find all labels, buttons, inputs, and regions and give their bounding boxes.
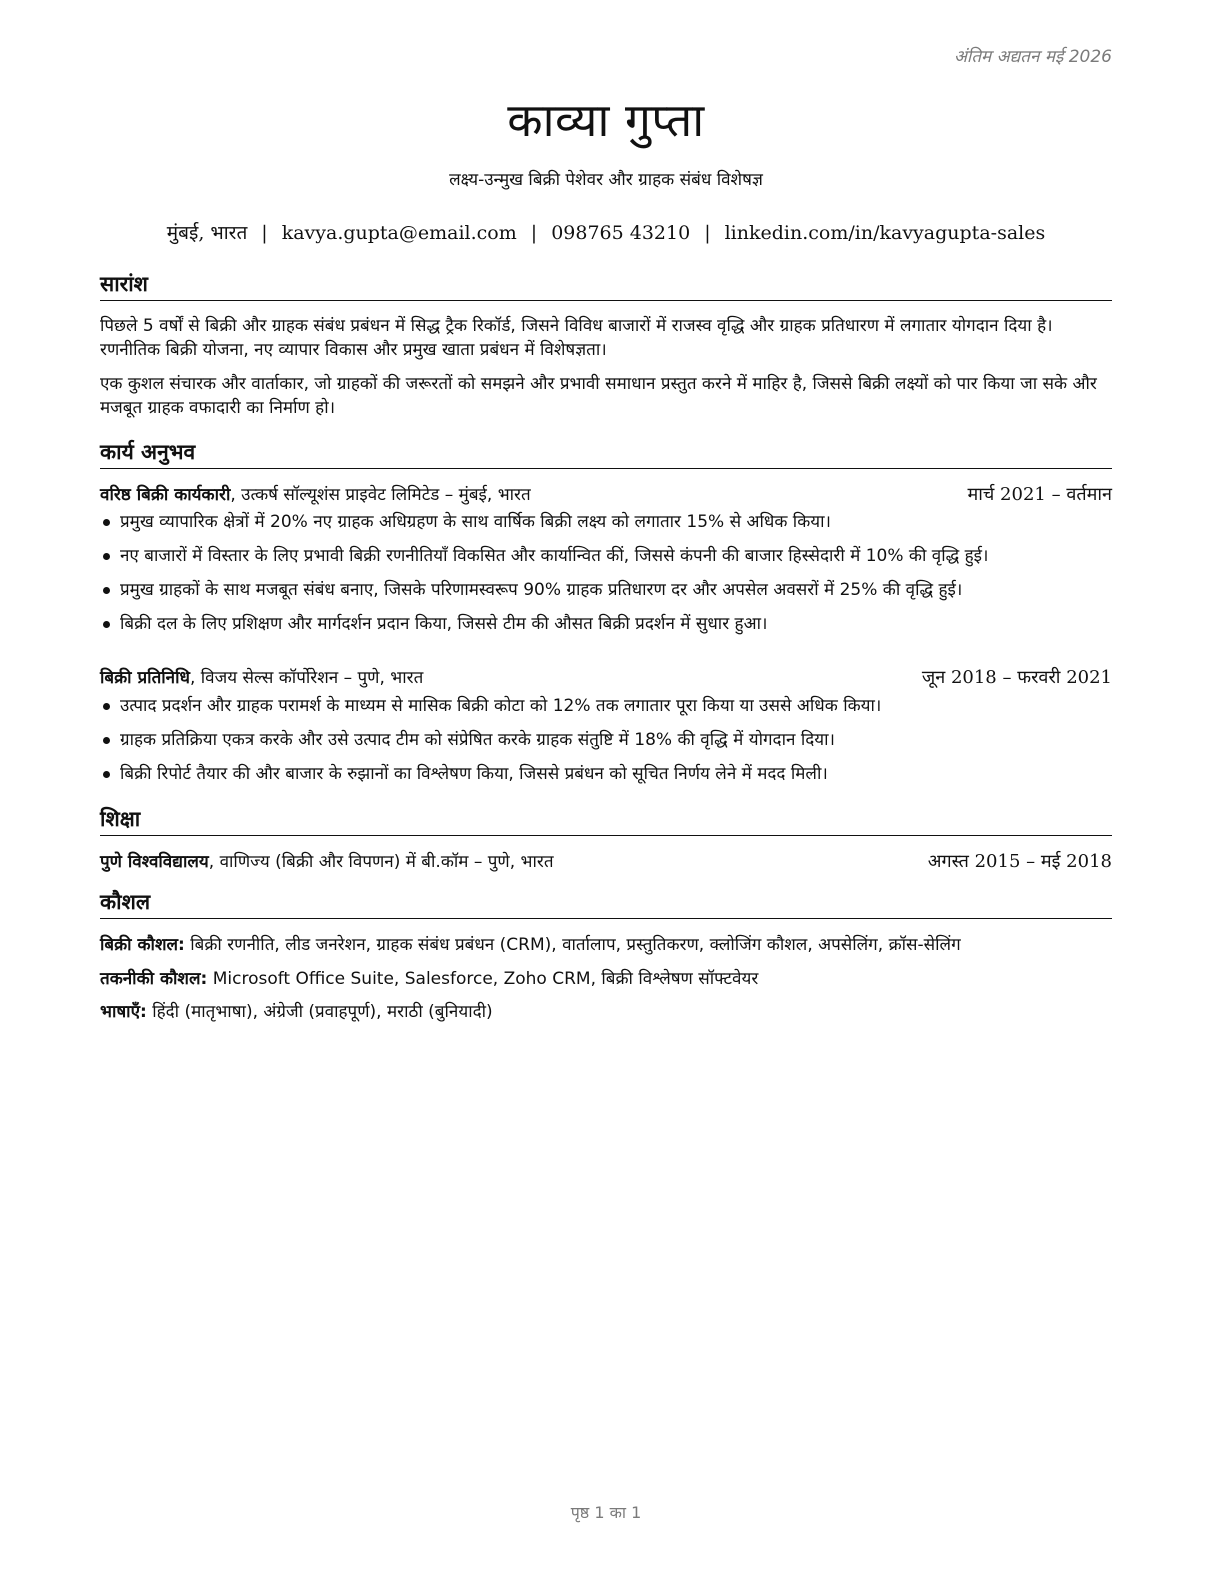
job-bullets bbox=[100, 510, 1112, 646]
candidate-name: काव्या गुप्ता bbox=[507, 93, 705, 147]
job-bullets bbox=[100, 694, 1112, 796]
job-dates: मार्च 2021 – वर्तमान bbox=[967, 484, 1112, 505]
skill-label: बिक्री कौशल: bbox=[100, 935, 185, 955]
job-company: , विजय सेल्स कॉर्पोरेशन – पुणे, भारत bbox=[189, 668, 424, 688]
contact-phone: 098765 43210 bbox=[551, 222, 691, 244]
list-item bbox=[100, 510, 1112, 544]
contact-location: मुंबई, भारत bbox=[166, 222, 248, 244]
bullet-text: बिक्री रिपोर्ट तैयार की और बाजार के रुझानों का विश्लेषण किया, जिससे प्रबंधन को सूचित निर्णय लेने में मदद मिली। bbox=[120, 764, 828, 784]
candidate-tagline: लक्ष्य-उन्मुख बिक्री पेशेवर और ग्राहक संबंध विशेषज्ञ bbox=[449, 170, 763, 190]
job-title: वरिष्ठ बिक्री कार्यकारी bbox=[100, 485, 231, 505]
bullet-icon bbox=[103, 587, 110, 594]
skill-line-technical bbox=[100, 966, 1112, 989]
skill-label: तकनीकी कौशल: bbox=[100, 969, 208, 989]
bullet-icon bbox=[103, 519, 110, 526]
job-dates: जून 2018 – फरवरी 2021 bbox=[921, 667, 1112, 688]
bullet-text: बिक्री दल के लिए प्रशिक्षण और मार्गदर्शन प्रदान किया, जिससे टीम की औसत बिक्री प्रदर्शन में सुधार हुआ। bbox=[120, 614, 768, 634]
bullet-icon bbox=[103, 621, 110, 628]
list-item bbox=[100, 578, 1112, 612]
contact-line bbox=[100, 219, 1112, 245]
education-institution: पुणे विश्वविद्यालय bbox=[100, 852, 209, 872]
bullet-text: प्रमुख ग्राहकों के साथ मजबूत संबंध बनाए, जिसके परिणामस्वरूप 90% ग्राहक प्रतिधारण दर और अपसेल अवसरों में 25% की वृद्धि हुई। bbox=[120, 580, 963, 600]
job-company: , उत्कर्ष सॉल्यूशंस प्राइवेट लिमिटेड – मुंबई, भारत bbox=[230, 485, 531, 505]
bullet-text: प्रमुख व्यापारिक क्षेत्रों में 20% नए ग्राहक अधिग्रहण के साथ वार्षिक बिक्री लक्ष्य को लगातार 15% से अधिक किया। bbox=[120, 512, 831, 532]
education-degree: , वाणिज्य (बिक्री और विपणन) में बी.कॉम – पुणे, भारत bbox=[208, 852, 554, 872]
education-entry bbox=[100, 849, 1112, 872]
summary-paragraph: पिछले 5 वर्षों से बिक्री और ग्राहक संबंध प्रबंधन में सिद्ध ट्रैक रिकॉर्ड, जिसने विविध बाजारों में राजस्व वृद्धि और ग्राहक प्रतिधारण में लगातार योगदान दिया है। रणनीतिक बिक्री योजना, नए व्यापार विकास और प्रमुख खाता प्रबंधन में विशेषज्ञता। bbox=[100, 316, 1053, 360]
bullet-text: नए बाजारों में विस्तार के लिए प्रभावी बिक्री रणनीतियाँ विकसित और कार्यान्वित कीं, जिससे कंपनी की बाजार हिस्सेदारी में 10% की वृद्धि हुई। bbox=[120, 546, 989, 566]
job-header bbox=[100, 482, 1112, 505]
page-number: पृष्ठ 1 का 1 bbox=[570, 1503, 642, 1522]
contact-separator: | bbox=[261, 222, 268, 244]
bullet-icon bbox=[103, 737, 110, 744]
bullet-icon bbox=[103, 703, 110, 710]
contact-separator: | bbox=[530, 222, 538, 244]
contact-linkedin[interactable]: linkedin.com/in/kavyagupta-sales bbox=[724, 222, 1046, 244]
resume-page bbox=[100, 0, 1112, 1584]
summary-heading: सारांश bbox=[100, 270, 1112, 301]
skills-heading: कौशल bbox=[100, 888, 1112, 919]
list-item bbox=[100, 762, 1112, 796]
skill-line-languages bbox=[100, 999, 1112, 1022]
last-updated-note: अंतिम अद्यतन मई 2026 bbox=[953, 47, 1112, 67]
list-item bbox=[100, 612, 1112, 646]
education-dates: अगस्त 2015 – मई 2018 bbox=[927, 851, 1112, 872]
education-heading: शिक्षा bbox=[100, 805, 1112, 836]
bullet-icon bbox=[103, 553, 110, 560]
skill-value: Microsoft Office Suite, Salesforce, Zoho CRM, बिक्री विश्लेषण सॉफ्टवेयर bbox=[207, 969, 759, 989]
contact-email[interactable]: kavya.gupta@email.com bbox=[281, 222, 517, 244]
list-item bbox=[100, 728, 1112, 762]
list-item bbox=[100, 694, 1112, 728]
skill-line-sales bbox=[100, 932, 1112, 955]
summary-paragraph: एक कुशल संचारक और वार्ताकार, जो ग्राहकों की जरूरतों को समझने और प्रभावी समाधान प्रस्तुत करने में माहिर है, जिससे बिक्री लक्ष्यों को पार किया जा सके और मजबूत ग्राहक वफादारी का निर्माण हो। bbox=[100, 374, 1097, 418]
bullet-icon bbox=[103, 771, 110, 778]
skill-value: हिंदी (मातृभाषा), अंग्रेजी (प्रवाहपूर्ण), मराठी (बुनियादी) bbox=[146, 1002, 493, 1022]
list-item bbox=[100, 544, 1112, 578]
experience-heading: कार्य अनुभव bbox=[100, 438, 1112, 469]
job-title: बिक्री प्रतिनिधि bbox=[100, 668, 190, 688]
bullet-text: उत्पाद प्रदर्शन और ग्राहक परामर्श के माध्यम से मासिक बिक्री कोटा को 12% तक लगातार पूरा किया या उससे अधिक किया। bbox=[120, 696, 882, 716]
job-header bbox=[100, 665, 1112, 688]
skill-value: बिक्री रणनीति, लीड जनरेशन, ग्राहक संबंध प्रबंधन (CRM), वार्तालाप, प्रस्तुतिकरण, क्लोजिंग कौशल, अपसेलिंग, क्रॉस-सेलिंग bbox=[184, 935, 961, 955]
contact-separator: | bbox=[704, 222, 711, 244]
bullet-text: ग्राहक प्रतिक्रिया एकत्र करके और उसे उत्पाद टीम को संप्रेषित करके ग्राहक संतुष्टि में 18% की वृद्धि में योगदान दिया। bbox=[120, 730, 835, 750]
skill-label: भाषाएँ: bbox=[100, 1002, 147, 1022]
